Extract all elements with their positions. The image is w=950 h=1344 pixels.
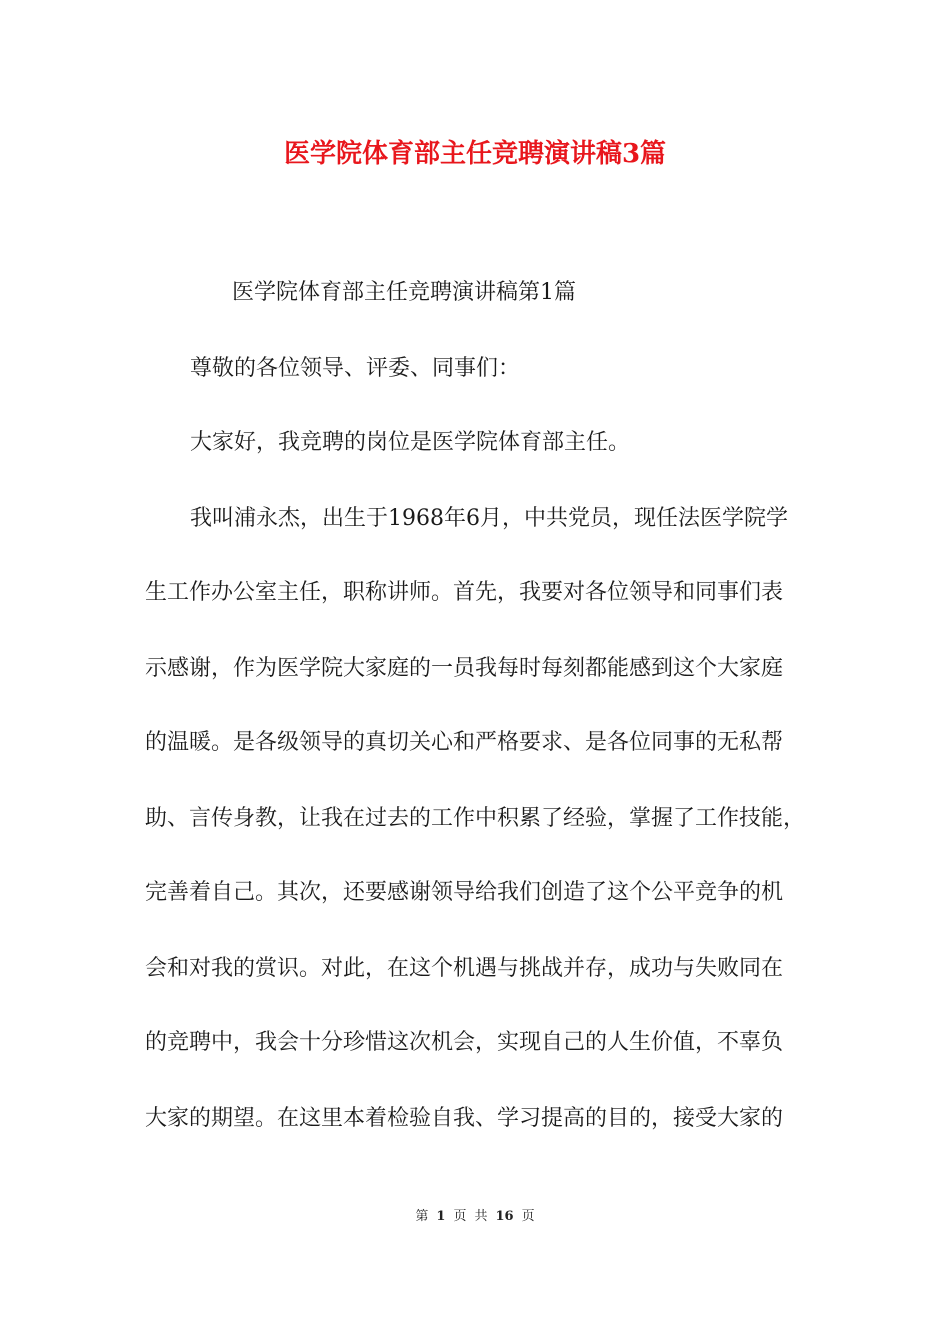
body-line: 生工作办公室主任，职称讲师。首先，我要对各位领导和同事们表 xyxy=(145,580,784,605)
footer-total-pages: 16 xyxy=(495,1209,514,1224)
body-line: 会和对我的赏识。对此，在这个机遇与挑战并存，成功与失败同在 xyxy=(145,956,784,981)
section-heading: 医学院体育部主任竞聘演讲稿第1篇 xyxy=(232,280,576,305)
body-line: 助、言传身教，让我在过去的工作中积累了经验，掌握了工作技能， xyxy=(145,806,806,831)
footer-suffix: 页 xyxy=(521,1209,535,1224)
body-line: 大家的期望。在这里本着检验自我、学习提高的目的，接受大家的 xyxy=(145,1106,784,1131)
body-line: 的竞聘中，我会十分珍惜这次机会，实现自己的人生价值，不辜负 xyxy=(145,1030,784,1055)
footer-current-page: 1 xyxy=(436,1209,446,1224)
body-line: 示感谢，作为医学院大家庭的一员我每时每刻都能感到这个大家庭 xyxy=(145,656,784,681)
body-line: 的温暖。是各级领导的真切关心和严格要求、是各位同事的无私帮 xyxy=(145,730,784,755)
body-line: 我叫浦永杰，出生于1968年6月，中共党员，现任法医学院学 xyxy=(190,506,788,531)
footer-page-unit: 页 xyxy=(453,1209,467,1224)
page-footer xyxy=(0,1208,950,1226)
opening-line: 大家好，我竞聘的岗位是医学院体育部主任。 xyxy=(190,430,631,455)
greeting-line: 尊敬的各位领导、评委、同事们： xyxy=(190,356,521,381)
footer-prefix: 第 xyxy=(415,1209,429,1224)
document-title: 医学院体育部主任竞聘演讲稿3篇 xyxy=(283,139,667,169)
body-line: 完善着自己。其次，还要感谢领导给我们创造了这个公平竞争的机 xyxy=(145,880,784,905)
footer-total-label: 共 xyxy=(474,1209,488,1224)
